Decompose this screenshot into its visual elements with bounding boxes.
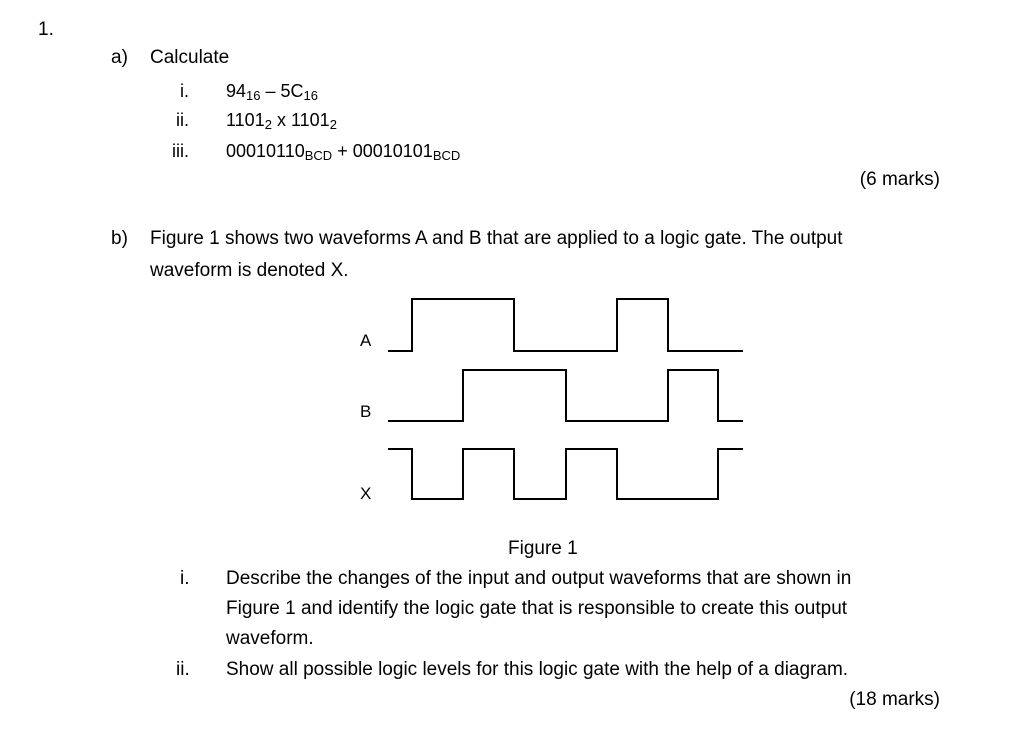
part-b-label: b) [111, 228, 128, 249]
subquestion-numeral: i. [180, 568, 190, 589]
part-b-marks: (18 marks) [849, 689, 940, 710]
calc-item-expression: $94_{16} - 5C_{16}$ [226, 81, 318, 103]
question-number: 1. [38, 19, 54, 40]
part-b-text-line2: waveform is denoted X. [150, 260, 349, 281]
calc-item-numeral: ii. [176, 110, 189, 130]
subquestion-numeral: ii. [176, 659, 190, 680]
waveform-b [388, 370, 743, 421]
subquestion-1-line3: waveform. [226, 628, 314, 649]
part-b-text-line1: Figure 1 shows two waveforms A and B that are applied to a logic gate. The output [150, 228, 843, 249]
subquestion-1-line2: Figure 1 and identify the logic gate that is responsible to create this output [226, 598, 848, 619]
part-a-label: a) [111, 47, 128, 68]
signal-label-x: X [360, 484, 372, 503]
calc-item-expression: $1101_2$ x $1101_2$ [226, 110, 337, 132]
calc-item-numeral: iii. [172, 141, 189, 161]
figure-caption: Figure 1 [508, 538, 578, 559]
part-a-marks: (6 marks) [859, 169, 940, 190]
waveform-x [388, 449, 743, 499]
part-a-instruction: Calculate [150, 47, 230, 68]
waveform-a [388, 299, 743, 351]
subquestion-2-line1: Show all possible logic levels for this logic gate with the help of a diagram. [226, 659, 849, 680]
subquestion-1-line1: Describe the changes of the input and output waveforms that are shown in [226, 568, 852, 589]
signal-label-b: B [360, 402, 372, 421]
calc-item-expression: $00010110_{BCD} + 00010101_{BCD}$ [226, 141, 461, 163]
calc-item-numeral: i. [180, 81, 189, 101]
signal-label-a: A [360, 331, 372, 350]
